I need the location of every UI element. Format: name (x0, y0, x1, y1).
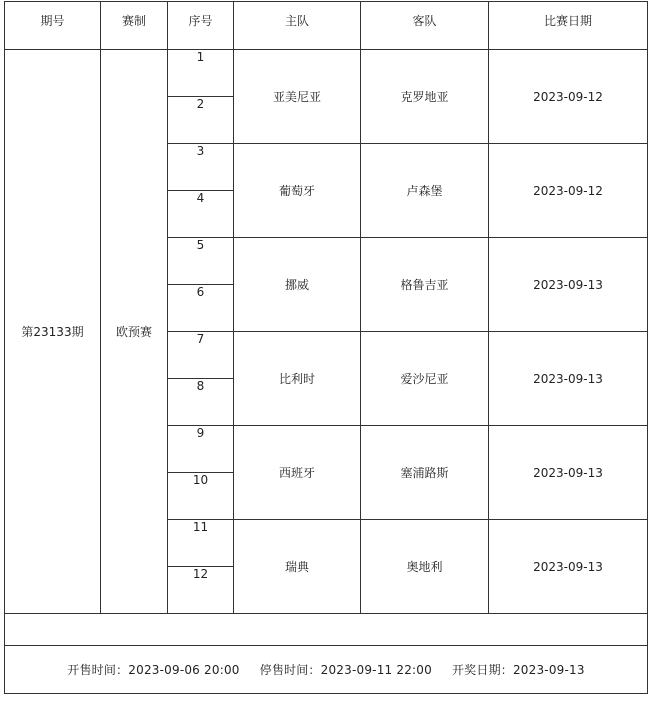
header-match-date: 比赛日期 (489, 2, 648, 50)
seq-cell: 7 (168, 332, 234, 379)
period-cell: 第23133期 (5, 50, 101, 614)
match-date-cell: 2023-09-13 (489, 426, 648, 520)
draw-date: 开奖日期：2023-09-13 (451, 663, 585, 677)
home-team-cell: 挪威 (234, 238, 361, 332)
spacer-cell (5, 614, 648, 646)
header-row (5, 2, 648, 50)
seq-cell: 6 (168, 285, 234, 332)
home-team-cell: 瑞典 (234, 520, 361, 614)
seq-cell: 5 (168, 238, 234, 285)
spacer-row (5, 614, 648, 646)
away-team-cell: 克罗地亚 (361, 50, 489, 144)
home-team-cell: 亚美尼亚 (234, 50, 361, 144)
home-team-cell: 西班牙 (234, 426, 361, 520)
header-period: 期号 (5, 2, 101, 50)
seq-cell: 3 (168, 144, 234, 191)
header-home-team: 主队 (234, 2, 361, 50)
seq-cell: 1 (168, 50, 234, 97)
format-cell: 欧预赛 (101, 50, 168, 614)
away-team-cell: 格鲁吉亚 (361, 238, 489, 332)
match-date-cell: 2023-09-13 (489, 332, 648, 426)
match-date-cell: 2023-09-12 (489, 144, 648, 238)
footer-cell (5, 646, 648, 694)
sale-start-time: 开售时间：2023-09-06 20:00 (67, 663, 240, 677)
match-date-cell: 2023-09-13 (489, 520, 648, 614)
seq-cell: 12 (168, 567, 234, 614)
seq-cell: 2 (168, 97, 234, 144)
seq-cell: 10 (168, 473, 234, 520)
away-team-cell: 卢森堡 (361, 144, 489, 238)
away-team-cell: 爱沙尼亚 (361, 332, 489, 426)
seq-cell: 4 (168, 191, 234, 238)
home-team-cell: 葡萄牙 (234, 144, 361, 238)
table-row (5, 50, 648, 97)
match-date-cell: 2023-09-13 (489, 238, 648, 332)
match-date-cell: 2023-09-12 (489, 50, 648, 144)
match-schedule-table (4, 1, 648, 694)
header-seq: 序号 (168, 2, 234, 50)
away-team-cell: 塞浦路斯 (361, 426, 489, 520)
header-away-team: 客队 (361, 2, 489, 50)
schedule-sheet (4, 1, 647, 706)
sale-stop-time: 停售时间：2023-09-11 22:00 (259, 663, 432, 677)
seq-cell: 11 (168, 520, 234, 567)
away-team-cell: 奥地利 (361, 520, 489, 614)
home-team-cell: 比利时 (234, 332, 361, 426)
header-format: 赛制 (101, 2, 168, 50)
seq-cell: 8 (168, 379, 234, 426)
seq-cell: 9 (168, 426, 234, 473)
footer-row (5, 646, 648, 694)
